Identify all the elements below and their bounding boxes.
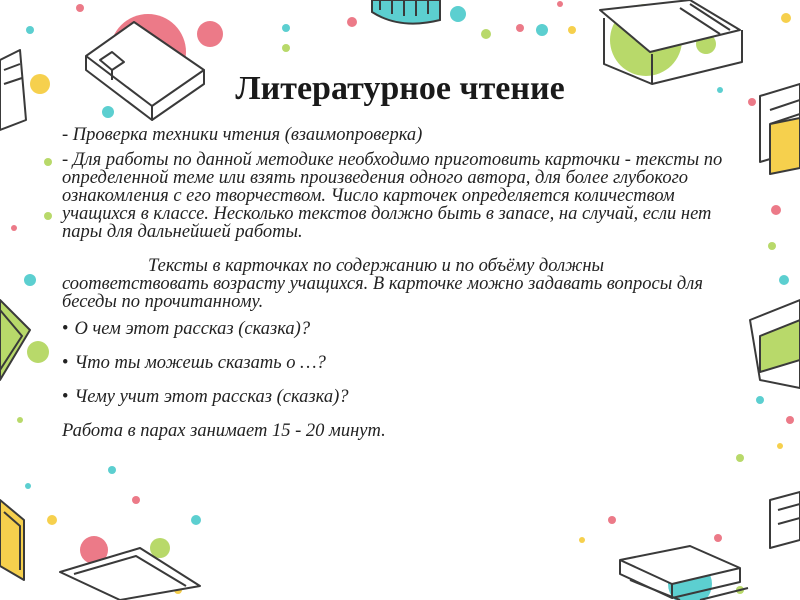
list-item (62, 387, 742, 407)
question-text: Что ты можешь сказать о …? (74, 353, 326, 373)
list-item (62, 319, 742, 339)
intro-line: - Проверка техники чтения (взаимопроверка) (62, 125, 423, 145)
method-description: - Для работы по данной методике необходимо приготовить карточки - тексты по определенной теме или взять произведения одного автора, для более глубокого ознакомления с его творчеством. Число карточек определяется количеством учащихся в классе. Несколько текстов должно быть в запасе, на случай, если нет пары для дальнейшей работы. (62, 150, 723, 242)
question-text: Чему учит этот рассказ (сказка)? (74, 387, 349, 407)
slide-title: Литературное чтение (235, 70, 565, 107)
list-item (62, 353, 742, 373)
question-list (62, 319, 742, 407)
question-text: О чем этот рассказ (сказка)? (74, 319, 311, 339)
slide-body (62, 126, 742, 441)
bullet-icon: • (62, 387, 69, 407)
bullet-icon: • (62, 353, 69, 373)
bullet-icon: • (62, 319, 69, 339)
final-note: Работа в парах занимает 15 - 20 минут. (62, 421, 386, 441)
cards-paragraph: Тексты в карточках по содержанию и по объёму должны соответствовать возрасту учащихся. В карточке можно задавать вопросы для беседы по прочитанному. (62, 256, 703, 312)
